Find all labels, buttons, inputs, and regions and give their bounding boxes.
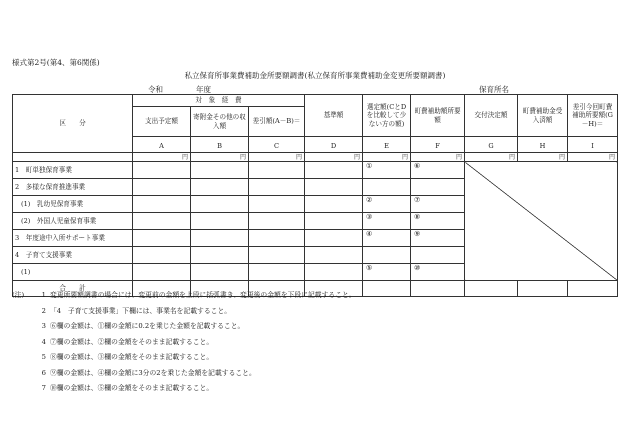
document-title: 私立保育所事業費補助金所要額調書(私立保育所事業費補助金変更所要額調書): [184, 71, 446, 80]
header-received-amount: 町費補助金受入済額: [518, 95, 568, 137]
selected-amount-cell[interactable]: ②: [363, 196, 411, 213]
unit-yen: 円: [568, 153, 618, 162]
row-label: (1): [13, 264, 133, 281]
note-number: 1: [41, 291, 46, 299]
note-number: 6: [41, 368, 46, 377]
unit-row-blank: [13, 153, 133, 162]
total-cell[interactable]: [411, 281, 465, 297]
row-label: 2 多様な保育推進事業: [13, 179, 133, 196]
row-label: (2) 外国人児童保育事業: [13, 213, 133, 230]
note-number: 7: [41, 384, 46, 392]
letter-g: G: [465, 137, 518, 153]
header-standard-amount: 基準額: [305, 95, 363, 137]
note-number: 4: [41, 337, 46, 346]
amount-cell[interactable]: [249, 230, 305, 247]
row-label: 3 年度途中入所サポート事業: [13, 230, 133, 247]
row-label: 4 子育て支援事業: [13, 247, 133, 264]
amount-cell[interactable]: [133, 196, 191, 213]
note-item: [12, 319, 356, 335]
subsidy-required-cell[interactable]: [411, 179, 465, 196]
note-text: 「4 子育て支援事業」下欄には、事業名を記載すること。: [50, 306, 232, 315]
note-text: ⑩欄の金額は、⑤欄の金額をそのまま記載すること。: [50, 384, 214, 392]
amount-cell[interactable]: [133, 179, 191, 196]
row-label: 1 町単独保育事業: [13, 162, 133, 179]
letter-f: F: [411, 137, 465, 153]
note-number: 3: [41, 322, 46, 330]
unit-yen: 円: [305, 153, 363, 162]
unit-yen: 円: [411, 153, 465, 162]
note-item: [12, 366, 356, 382]
amount-cell[interactable]: [305, 264, 363, 281]
header-town-subsidy-required: 町費補助額所要額: [411, 95, 465, 137]
row-label: (1) 乳幼児保育事業: [13, 196, 133, 213]
amount-cell[interactable]: [249, 264, 305, 281]
amount-cell[interactable]: [249, 162, 305, 179]
note-text: ⑥欄の金額は、①欄の金額に0.2を乗じた金額を記載すること。: [50, 322, 245, 330]
notes-head: (注): [12, 291, 25, 299]
subsidy-required-cell[interactable]: ⑩: [411, 264, 465, 281]
subsidy-required-cell[interactable]: ⑧: [411, 213, 465, 230]
header-category: 区 分: [13, 95, 133, 153]
amount-cell[interactable]: [305, 230, 363, 247]
amount-cell[interactable]: [191, 213, 249, 230]
letter-i: I: [568, 137, 618, 153]
not-applicable-area: [465, 162, 618, 281]
amount-cell[interactable]: [191, 162, 249, 179]
subsidy-required-cell[interactable]: [411, 247, 465, 264]
unit-yen: 円: [249, 153, 305, 162]
amount-cell[interactable]: [191, 196, 249, 213]
total-label: 合 計: [13, 281, 133, 297]
note-item: [12, 304, 356, 320]
note-number: 5: [41, 353, 46, 361]
letter-a: A: [133, 137, 191, 153]
amount-cell[interactable]: [191, 247, 249, 264]
amount-cell[interactable]: [305, 247, 363, 264]
note-number: 2: [41, 306, 46, 315]
total-cell[interactable]: [465, 281, 518, 297]
note-text: ⑨欄の金額は、④欄の金額に3分の2を乗じた金額を記載すること。: [50, 368, 256, 377]
note-item: [12, 350, 356, 366]
header-donation-income: 寄附金その他の収入額: [191, 107, 249, 137]
unit-yen: 円: [363, 153, 411, 162]
amount-cell[interactable]: [133, 247, 191, 264]
letter-b: B: [191, 137, 249, 153]
unit-yen: 円: [465, 153, 518, 162]
note-text: 変更所要額調書の場合には、変更前の金額を上段に括弧書き、変更後の金額を下段に記載すること。: [50, 291, 356, 299]
letter-d: D: [305, 137, 363, 153]
header-planned-expenditure: 支出予定額: [133, 107, 191, 137]
selected-amount-cell[interactable]: ④: [363, 230, 411, 247]
note-item: [12, 335, 356, 351]
note-text: ⑦欄の金額は、②欄の金額をそのまま記載すること。: [50, 337, 214, 346]
notes-section: [12, 288, 356, 397]
table-row: [13, 162, 618, 179]
selected-amount-cell[interactable]: ③: [363, 213, 411, 230]
selected-amount-cell[interactable]: ①: [363, 162, 411, 179]
subsidy-required-cell[interactable]: ⑨: [411, 230, 465, 247]
total-cell[interactable]: [568, 281, 618, 297]
facility-name-label: 保育所名: [479, 85, 509, 94]
header-target-expenses: 対 象 経 費: [133, 95, 305, 107]
amount-cell[interactable]: [191, 179, 249, 196]
amount-cell[interactable]: [249, 213, 305, 230]
amount-cell[interactable]: [305, 213, 363, 230]
year-label: 年度: [196, 85, 211, 94]
unit-yen: 円: [133, 153, 191, 162]
amount-cell[interactable]: [133, 213, 191, 230]
header-difference: 差引額(A－B)＝: [249, 107, 305, 137]
amount-cell[interactable]: [305, 196, 363, 213]
header-selected-amount: 選定額(CとDを比較して少ない方の額): [363, 95, 411, 137]
amount-cell[interactable]: [305, 179, 363, 196]
note-item: [12, 381, 356, 397]
amount-cell[interactable]: [133, 162, 191, 179]
requirement-table: [12, 94, 618, 297]
amount-cell[interactable]: [305, 162, 363, 179]
era-label: 令和: [148, 85, 163, 94]
amount-cell[interactable]: [191, 264, 249, 281]
selected-amount-cell[interactable]: ⑤: [363, 264, 411, 281]
total-cell[interactable]: [363, 281, 411, 297]
total-cell[interactable]: [518, 281, 568, 297]
header-current-required: 差引今回町費補助所要額(G－H)＝: [568, 95, 618, 137]
header-grant-decision: 交付決定額: [465, 95, 518, 137]
amount-cell[interactable]: [249, 179, 305, 196]
form-number: 様式第2号(第4、第6関係): [12, 58, 100, 67]
selected-amount-cell[interactable]: [363, 179, 411, 196]
unit-yen: 円: [191, 153, 249, 162]
amount-cell[interactable]: [133, 230, 191, 247]
amount-cell[interactable]: [133, 264, 191, 281]
unit-yen: 円: [518, 153, 568, 162]
letter-e: E: [363, 137, 411, 153]
amount-cell[interactable]: [191, 230, 249, 247]
subsidy-required-cell[interactable]: ⑥: [411, 162, 465, 179]
selected-amount-cell[interactable]: [363, 247, 411, 264]
amount-cell[interactable]: [249, 196, 305, 213]
letter-c: C: [249, 137, 305, 153]
letter-h: H: [518, 137, 568, 153]
note-text: ⑧欄の金額は、③欄の金額をそのまま記載すること。: [50, 353, 214, 361]
amount-cell[interactable]: [249, 247, 305, 264]
subsidy-required-cell[interactable]: ⑦: [411, 196, 465, 213]
note-item: [12, 288, 356, 304]
